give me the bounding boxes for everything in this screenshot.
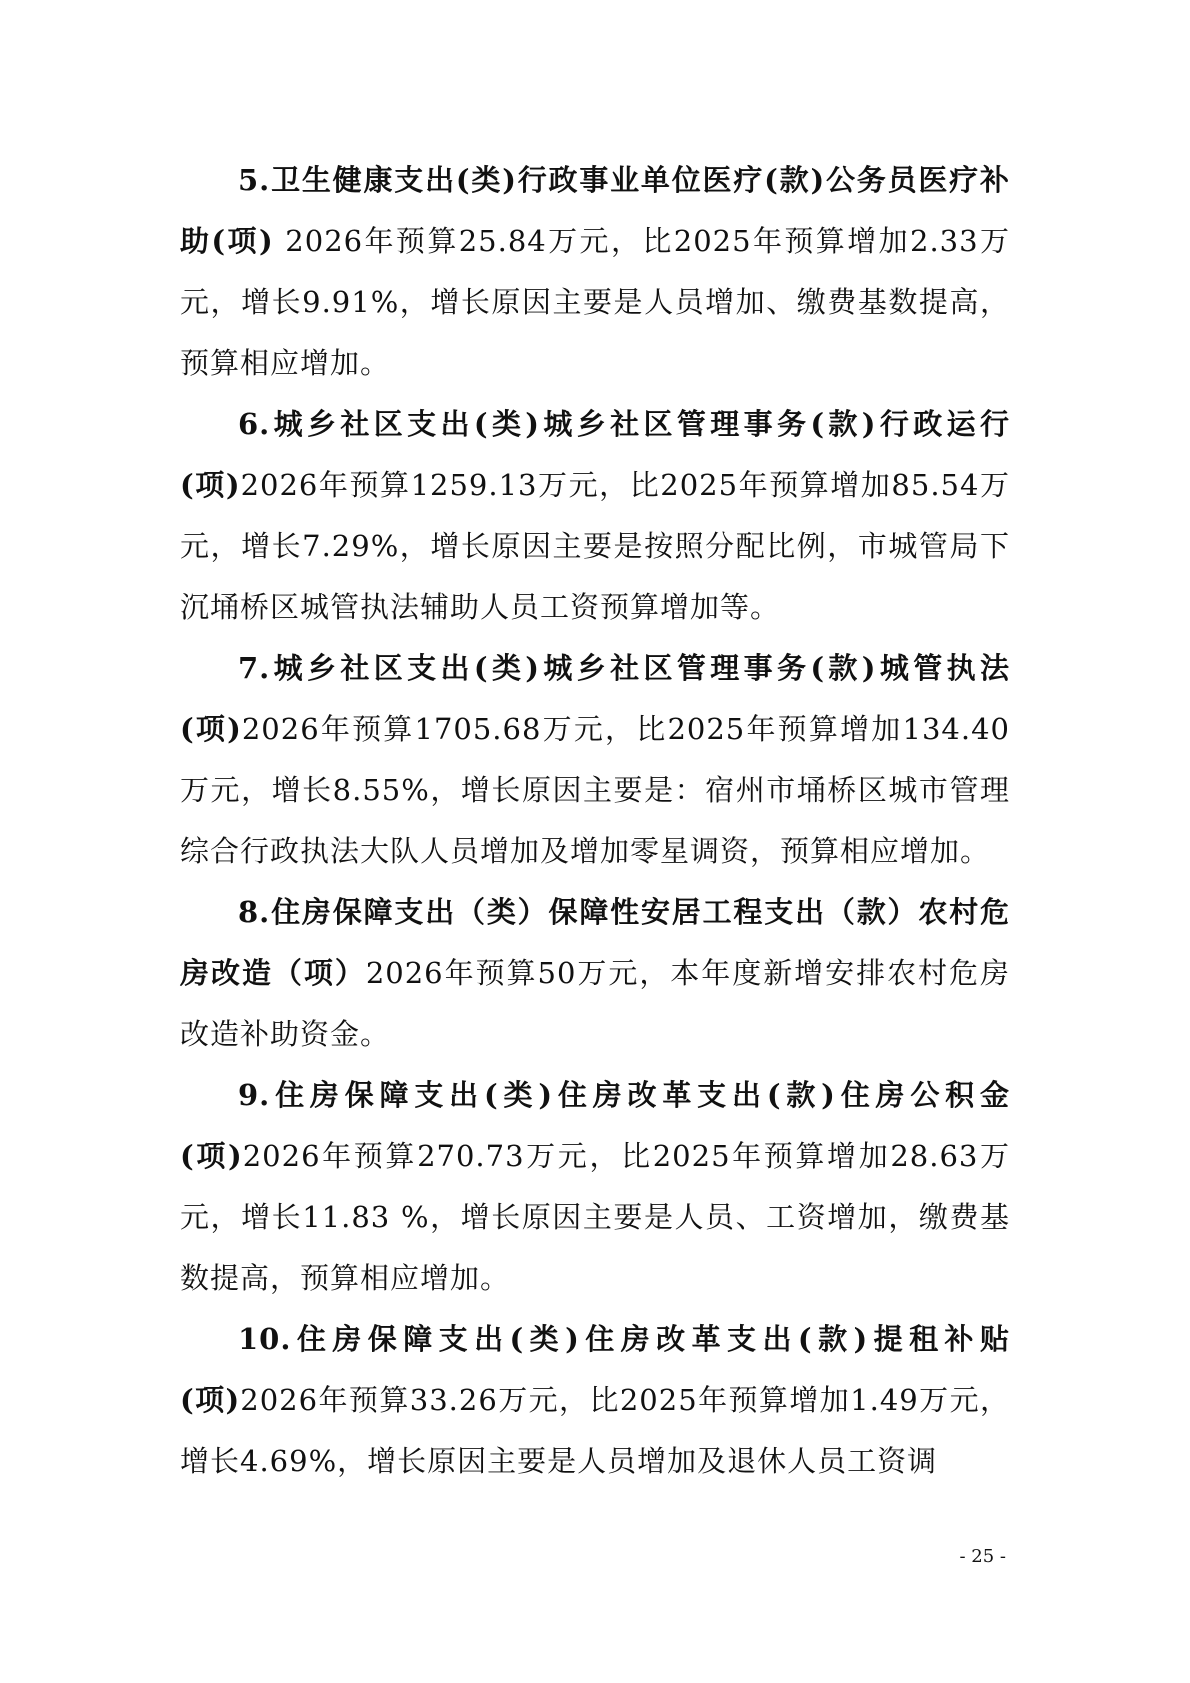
paragraph-body: 2026年预算50万元，本年度新增安排农村危房改造补助资金。 — [180, 956, 1010, 1051]
paragraph-heading: 8.住房保障支出（类）保障性安居工程支出（款）农村危房改造（项） — [180, 895, 1010, 990]
paragraph-heading: 5.卫生健康支出(类)行政事业单位医疗(款)公务员医疗补助(项) — [180, 163, 1010, 258]
paragraph-heading: 6.城乡社区支出(类)城乡社区管理事务(款)行政运行(项) — [180, 407, 1010, 502]
paragraph-heading: 7.城乡社区支出(类)城乡社区管理事务(款)城管执法(项) — [180, 651, 1010, 746]
paragraph-body: 2026年预算33.26万元，比2025年预算增加1.49万元，增长4.69%，增长原因主要是人员增加及退休人员工资调 — [180, 1383, 1010, 1478]
paragraph-body: 2026年预算270.73万元，比2025年预算增加28.63万元，增长11.83 %，增长原因主要是人员、工资增加，缴费基数提高，预算相应增加。 — [180, 1139, 1010, 1295]
page-number: - 25 - — [959, 1546, 1006, 1567]
paragraph-8 — [180, 882, 1010, 1065]
paragraph-body: 2026年预算1259.13万元，比2025年预算增加85.54万元，增长7.29%，增长原因主要是按照分配比例，市城管局下沉埇桥区城管执法辅助人员工资预算增加等。 — [180, 468, 1010, 624]
paragraph-body: 2026年预算1705.68万元，比2025年预算增加134.40万元，增长8.55%，增长原因主要是：宿州市埇桥区城市管理综合行政执法大队人员增加及增加零星调资，预算相应增加。 — [180, 712, 1010, 868]
paragraph-heading: 9.住房保障支出(类)住房改革支出(款)住房公积金(项) — [180, 1078, 1010, 1173]
paragraph-body: 2026年预算25.84万元，比2025年预算增加2.33万元，增长9.91%，增长原因主要是人员增加、缴费基数提高，预算相应增加。 — [180, 224, 1010, 380]
document-page — [180, 150, 1010, 1492]
paragraph-heading: 10.住房保障支出(类)住房改革支出(款)提租补贴(项) — [180, 1322, 1010, 1417]
paragraph-6 — [180, 394, 1010, 638]
paragraph-10 — [180, 1309, 1010, 1492]
paragraph-7 — [180, 638, 1010, 882]
paragraph-9 — [180, 1065, 1010, 1309]
paragraph-5 — [180, 150, 1010, 394]
